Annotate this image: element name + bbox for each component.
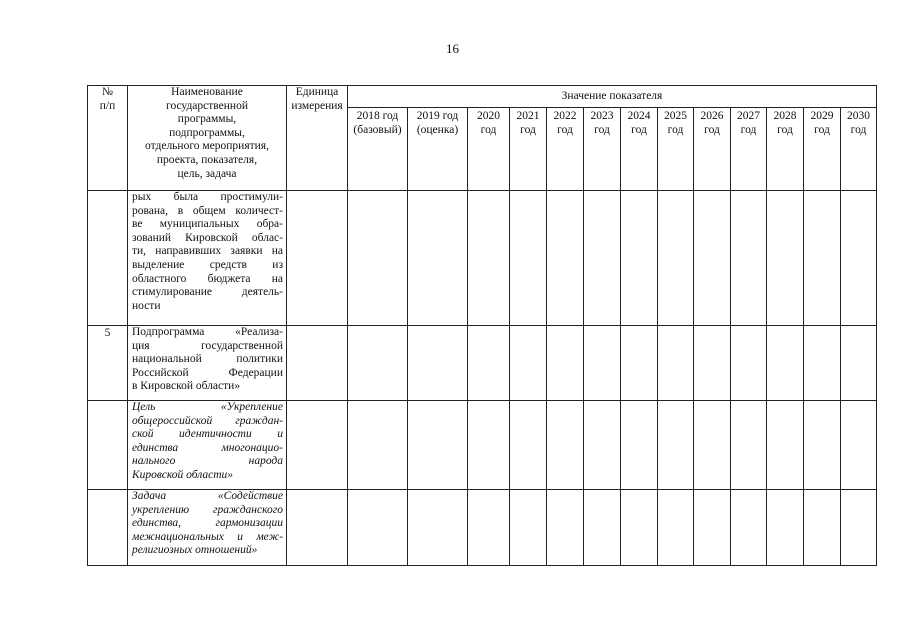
row-name-line: религиозных отношений» <box>132 544 258 557</box>
value-cell <box>841 191 877 326</box>
row-name-line: зований Кировской облас- <box>132 231 283 244</box>
header-name-line: подпрограммы, <box>169 126 245 139</box>
row-name-line: выделение средств из <box>132 258 283 271</box>
row-number-cell <box>88 490 128 566</box>
year-header-top: 2019 год <box>416 110 459 122</box>
value-cell <box>584 326 621 401</box>
year-header-top: 2024 <box>627 110 651 122</box>
row-name-line: стимулирование деятель- <box>132 286 283 299</box>
year-header-cell <box>348 108 408 191</box>
value-cell <box>468 401 510 490</box>
year-header-cell <box>804 108 841 191</box>
page-number: 16 <box>446 41 459 56</box>
value-cell <box>621 401 658 490</box>
year-header-top: 2020 <box>477 110 500 122</box>
year-header-top: 2023 <box>590 110 614 122</box>
header-values-cell: Значение показателя <box>348 86 877 108</box>
value-cell <box>584 191 621 326</box>
row-name-line: Российской Федерации <box>132 366 283 379</box>
row-name-cell <box>128 490 287 566</box>
year-header-cell <box>468 108 510 191</box>
row-name-line: областного бюджета на <box>132 272 283 285</box>
value-cell <box>510 401 547 490</box>
row-name-line: ция государственной <box>132 339 283 352</box>
value-cell <box>658 490 694 566</box>
value-cell <box>408 191 468 326</box>
value-cell <box>694 401 731 490</box>
year-header-bottom: год <box>814 123 830 136</box>
year-header-top: 2029 <box>810 110 834 122</box>
value-cell <box>804 401 841 490</box>
row-name-line: рых была простимули- <box>132 191 283 203</box>
row-number-cell <box>88 191 128 326</box>
year-header-bottom: (базовый) <box>353 123 402 136</box>
header-name-cell <box>128 86 287 191</box>
header-name-line: цель, задача <box>177 167 237 180</box>
value-cell <box>348 326 408 401</box>
row-name-line: ности <box>132 299 161 312</box>
row-name-cell <box>128 326 287 401</box>
year-header-bottom: (оценка) <box>416 123 459 136</box>
value-cell <box>510 326 547 401</box>
value-cell <box>348 490 408 566</box>
year-header-bottom: год <box>667 123 684 136</box>
value-cell <box>841 401 877 490</box>
value-cell <box>731 490 767 566</box>
value-cell <box>621 326 658 401</box>
year-header-cell <box>841 108 877 191</box>
row-name-line: национальной политики <box>132 353 283 366</box>
value-cell <box>841 326 877 401</box>
value-cell <box>584 401 621 490</box>
year-header-cell <box>658 108 694 191</box>
header-name-line: проекта, показателя, <box>156 153 258 166</box>
year-header-bottom: год <box>520 123 536 136</box>
value-cell <box>804 490 841 566</box>
year-header-bottom: год <box>631 123 647 136</box>
table-row <box>88 326 877 401</box>
header-row-1 <box>88 86 877 108</box>
row-name-line: Задача «Содействие <box>132 490 283 502</box>
header-unit-line-2: измерения <box>291 99 343 112</box>
row-number-cell <box>88 401 128 490</box>
unit-cell <box>287 401 348 490</box>
year-header-top: 2018 год <box>356 110 399 122</box>
year-header-bottom: год <box>704 123 720 136</box>
year-header-cell <box>731 108 767 191</box>
unit-cell <box>287 326 348 401</box>
year-header-bottom: год <box>740 123 757 136</box>
row-name-line: Кировской области» <box>132 468 234 481</box>
row-name-line: укреплению гражданского <box>132 503 283 516</box>
indicator-table <box>87 85 877 566</box>
value-cell <box>804 326 841 401</box>
year-header-top: 2027 <box>737 110 760 122</box>
year-header-top: 2028 <box>773 110 797 122</box>
row-name-line: в Кировской области» <box>132 380 241 393</box>
year-header-top: 2021 <box>516 110 540 122</box>
row-name-cell <box>128 191 287 326</box>
value-cell <box>547 401 584 490</box>
value-cell <box>468 490 510 566</box>
header-num-line-2: п/п <box>99 99 116 112</box>
value-cell <box>468 326 510 401</box>
value-cell <box>694 490 731 566</box>
row-number-cell: 5 <box>88 326 128 401</box>
value-cell <box>804 191 841 326</box>
year-header-top: 2022 <box>553 110 577 122</box>
value-cell <box>584 490 621 566</box>
table-row <box>88 401 877 490</box>
value-cell <box>731 326 767 401</box>
value-cell <box>767 401 804 490</box>
row-name-line: ти, направивших заявки на <box>132 245 283 258</box>
row-name-line: Подпрограмма «Реализа- <box>132 326 283 338</box>
unit-cell <box>287 191 348 326</box>
value-cell <box>658 401 694 490</box>
row-name-cell <box>128 401 287 490</box>
header-name-line: государственной <box>166 99 248 112</box>
value-cell <box>658 326 694 401</box>
row-name-line: ской идентичности и <box>132 428 283 441</box>
value-cell <box>547 326 584 401</box>
value-cell <box>348 401 408 490</box>
header-name-line: программы, <box>177 113 237 126</box>
value-cell <box>468 191 510 326</box>
year-header-bottom: год <box>480 123 497 136</box>
year-header-top: 2026 <box>700 110 724 122</box>
table-row <box>88 490 877 566</box>
value-cell <box>658 191 694 326</box>
year-header-cell <box>767 108 804 191</box>
value-cell <box>731 191 767 326</box>
value-cell <box>694 191 731 326</box>
row-name-line: единства многонацио- <box>132 441 283 454</box>
value-cell <box>408 401 468 490</box>
header-unit-cell <box>287 86 348 191</box>
value-cell <box>841 490 877 566</box>
value-cell <box>731 401 767 490</box>
value-cell <box>348 191 408 326</box>
header-num-cell <box>88 86 128 191</box>
year-header-cell <box>621 108 658 191</box>
year-header-cell <box>694 108 731 191</box>
year-header-bottom: год <box>594 123 610 136</box>
row-name-line: ве муниципальных обра- <box>132 218 283 231</box>
value-cell <box>621 191 658 326</box>
year-header-cell <box>408 108 468 191</box>
value-cell <box>547 490 584 566</box>
table-row <box>88 191 877 326</box>
value-cell <box>547 191 584 326</box>
year-header-cell <box>584 108 621 191</box>
value-cell <box>767 490 804 566</box>
year-header-bottom: год <box>557 123 573 136</box>
header-name-line: отдельного мероприятия, <box>145 140 269 153</box>
year-header-bottom: год <box>777 123 793 136</box>
value-cell <box>408 326 468 401</box>
year-header-top: 2030 <box>847 110 870 122</box>
value-cell <box>510 191 547 326</box>
year-header-top: 2025 <box>664 110 687 122</box>
header-name-line: Наименование <box>171 86 243 98</box>
value-cell <box>767 191 804 326</box>
header-unit-line-1: Единица <box>295 86 339 98</box>
year-header-bottom: год <box>850 123 867 136</box>
year-header-cell <box>547 108 584 191</box>
row-name-line: рована, в общем количест- <box>132 204 283 217</box>
value-cell <box>694 326 731 401</box>
value-cell <box>408 490 468 566</box>
year-header-cell <box>510 108 547 191</box>
value-cell <box>510 490 547 566</box>
unit-cell <box>287 490 348 566</box>
header-num-line-1: № <box>102 86 113 98</box>
row-name-line: единства, гармонизации <box>132 517 283 530</box>
value-cell <box>621 490 658 566</box>
value-cell <box>767 326 804 401</box>
row-name-line: Цель «Укрепление <box>132 401 283 413</box>
row-name-line: нального народа <box>132 455 283 468</box>
row-name-line: общероссийской граждан- <box>132 414 283 427</box>
row-name-line: межнациональных и меж- <box>132 530 283 543</box>
